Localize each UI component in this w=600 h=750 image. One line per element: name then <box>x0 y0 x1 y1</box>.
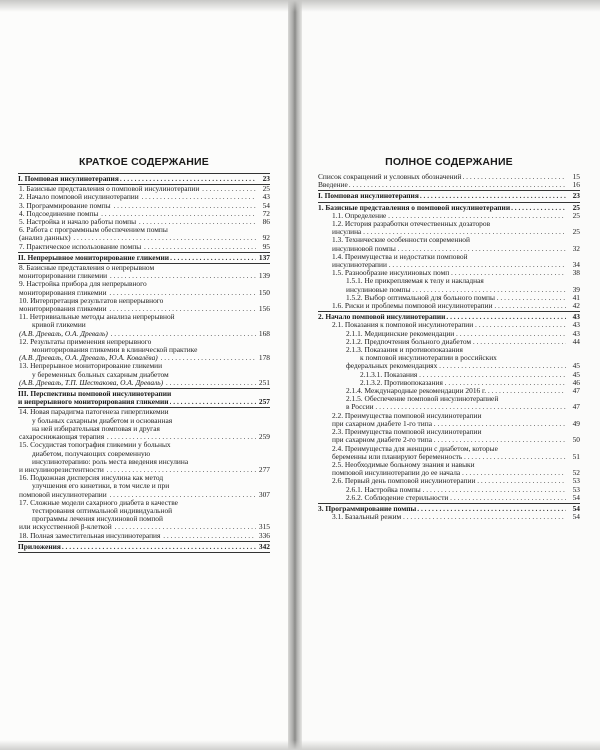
toc-entry-title: Приложения <box>18 541 61 551</box>
page-number: 25 <box>572 210 580 220</box>
leader-dots <box>349 181 566 189</box>
toc-entry-title-end: инсулиновой помпы <box>332 243 396 253</box>
toc-entry <box>318 395 580 411</box>
toc-entry-title-end: помповой инсулинотерапии до ее начала <box>332 468 461 478</box>
toc-entry-title: 18. Полная заместительная инсулинотерапия <box>19 530 161 540</box>
toc-entry-title: 2. Начало помповой инсулинотерапии <box>318 312 446 322</box>
page-number: 342 <box>258 541 270 551</box>
toc-entry-title: 3. Программирование помпы <box>19 200 111 210</box>
toc-entry-title-end: (анализ данных) <box>19 233 71 243</box>
page-number: 137 <box>258 252 270 262</box>
toc-entry-title: I. Помповая инсулинотерапия <box>18 174 119 183</box>
toc-entry-title: II. Непрерывное мониторирование гликемии <box>18 252 170 262</box>
leader-dots <box>449 494 566 502</box>
page-number: 86 <box>262 217 270 227</box>
toc-entry <box>318 181 580 189</box>
page-number: 47 <box>572 386 580 396</box>
leader-dots <box>200 185 256 193</box>
leader-dots <box>170 398 256 406</box>
toc-entry-title: 1.5.1. Не прикрепляемая к телу и накладная <box>346 276 484 286</box>
short-contents <box>18 156 270 553</box>
toc-entry-title: 5. Настройка и начало работы помпы <box>19 217 137 227</box>
toc-entry-title: 1.3. Технические особенности современной <box>332 235 470 245</box>
page-number: 277 <box>258 464 270 474</box>
leader-dots <box>170 254 256 262</box>
toc-entry-title-end: инсулинотерапии <box>332 260 387 270</box>
toc-entry <box>18 408 270 441</box>
short-contents-list <box>18 173 270 553</box>
toc-entry-title: 13. Непрерывное мониторирование гликемии у беременных больных сахарным диабетом <box>19 361 169 379</box>
page-number: 42 <box>572 301 580 311</box>
toc-entry <box>318 253 580 269</box>
toc-entry <box>318 428 580 444</box>
toc-entry <box>18 532 270 540</box>
toc-entry <box>318 346 580 371</box>
full-contents <box>318 156 580 521</box>
toc-entry-title: 2.4. Преимущества для женщин с диабетом, которые <box>332 443 498 453</box>
toc-entry-title-end: при сахарном диабете 1-го типа <box>332 418 432 428</box>
leader-dots <box>474 321 566 329</box>
page-number: 45 <box>572 369 580 379</box>
leader-dots <box>417 505 566 513</box>
page-number: 168 <box>258 328 270 338</box>
leader-dots <box>494 302 566 310</box>
toc-entry-title-end: инсулиновые помпы <box>346 284 411 294</box>
toc-entry-title: 2.1.3.1. Показания <box>360 369 418 379</box>
toc-entry-title-end: или искусственной β-клеткой <box>19 522 112 532</box>
page-number: 53 <box>572 476 580 486</box>
toc-entry <box>18 499 270 532</box>
toc-entry <box>318 220 580 236</box>
page-number: 178 <box>258 353 270 363</box>
toc-entry <box>18 362 270 387</box>
toc-entry-title: 1.5.2. Выбор оптимальной для больного помпы <box>346 292 495 302</box>
toc-entry <box>318 494 580 502</box>
page-number: 54 <box>572 512 580 522</box>
page-number: 43 <box>572 312 580 322</box>
toc-entry-title-end: и инсулинорезистентности <box>19 464 104 474</box>
toc-entry-title: 2.1.1. Медицинские рекомендации <box>346 328 455 338</box>
toc-entry-title: 16. Подкожная дисперсия инсулина как метод улучшения его кинетики, в том числе и при <box>19 473 170 491</box>
toc-entry-title: 9. Настройка прибора для непрерывного <box>19 279 147 289</box>
page-number: 43 <box>572 328 580 338</box>
full-contents-list <box>318 173 580 521</box>
toc-entry-title-end: мониторировании гликемии <box>19 271 108 281</box>
page-number: 54 <box>262 200 270 210</box>
toc-entry <box>18 280 270 296</box>
page-number: 251 <box>258 377 270 387</box>
toc-entry <box>18 338 270 363</box>
toc-entry <box>18 243 270 251</box>
toc-entry <box>318 445 580 461</box>
toc-entry <box>18 541 270 553</box>
leader-dots <box>112 202 256 210</box>
page-number: 25 <box>572 202 580 212</box>
leader-dots <box>420 192 566 200</box>
leader-dots <box>159 354 256 362</box>
toc-entry-title: 2.1.2. Предпочтения больного диабетом <box>346 336 472 346</box>
toc-entry-title: 10. Интерпретация результатов непрерывного <box>19 295 164 305</box>
toc-entry-title-end: федеральных рекомендациях <box>346 361 438 371</box>
leader-dots <box>120 175 256 183</box>
page-number: 34 <box>572 260 580 270</box>
page-number: 47 <box>572 402 580 412</box>
toc-entry-title: 1.2. История разработки отечественных дозаторов <box>332 219 491 229</box>
toc-entry <box>318 190 580 200</box>
toc-entry-title: 2.3. Преимущества помповой инсулинотерапии <box>332 427 482 437</box>
leader-dots <box>402 513 566 521</box>
page-number: 50 <box>572 435 580 445</box>
leader-dots <box>62 543 256 551</box>
page-number: 32 <box>572 243 580 253</box>
leader-dots <box>462 173 566 181</box>
toc-entry-title: 1. Базисные представления о помповой инсулинотерапии <box>19 184 200 194</box>
leader-dots <box>463 453 566 461</box>
page-number: 49 <box>572 418 580 428</box>
page-number: 25 <box>262 184 270 194</box>
toc-entry-title-end: сахароснижающая терапия <box>19 432 105 442</box>
page-number: 23 <box>572 191 580 201</box>
toc-entry-authors: (А.В. Древаль, О.А. Древаль, Ю.А. Ковалёва) <box>19 353 158 363</box>
toc-entry-title-end: помповой инсулинотерапии <box>19 489 107 499</box>
toc-entry-title: Список сокращений и условных обозначений <box>318 172 462 181</box>
page-number: 25 <box>572 227 580 237</box>
toc-entry-title: 1. Базисные представления о помповой инсулинотерапии <box>318 202 511 212</box>
page-number: 52 <box>572 468 580 478</box>
page-number: 38 <box>572 268 580 278</box>
page-number: 41 <box>572 292 580 302</box>
page-number: 307 <box>258 489 270 499</box>
book-gutter <box>288 0 302 750</box>
toc-entry-title-end: и непрерывного мониторирования гликемии <box>18 397 169 407</box>
toc-entry-title-end: беременны или планируют беременность <box>332 451 463 461</box>
leader-dots <box>476 477 566 485</box>
toc-entry <box>18 388 270 408</box>
page-number: 51 <box>572 451 580 461</box>
scan-shadow-bottom <box>0 740 600 750</box>
leader-dots <box>472 338 566 346</box>
toc-entry <box>318 412 580 428</box>
leader-dots <box>496 294 566 302</box>
toc-entry-title: III. Перспективы помповой инсулинотерапии <box>18 389 172 399</box>
page-number: 43 <box>262 192 270 202</box>
toc-entry-title: 2.1. Показания к помповой инсулинотерапии <box>332 320 474 330</box>
toc-entry-title: 1.1. Определение <box>332 210 387 220</box>
toc-entry-title: 3.1. Базальный режим <box>332 512 402 522</box>
toc-entry-title: 6. Работа с программным обеспечением помпы <box>19 225 168 235</box>
short-contents-title: КРАТКОЕ СОДЕРЖАНИЕ <box>79 156 209 168</box>
toc-entry-title: 14. Новая парадигма патогенеза гипергликемии у больных сахарным диабетом и основанная на ней избирательная помповая и другая <box>19 407 173 433</box>
toc-entry <box>18 226 270 242</box>
toc-entry <box>18 297 270 313</box>
leader-dots <box>438 362 566 370</box>
leader-dots <box>455 330 566 338</box>
leader-dots <box>487 387 566 395</box>
toc-entry-title-end: мониторирования гликемии <box>19 287 107 297</box>
leader-dots <box>461 469 566 477</box>
leader-dots <box>140 193 256 201</box>
leader-dots <box>161 532 256 540</box>
leader-dots <box>511 204 566 212</box>
page-number: 336 <box>258 530 270 540</box>
toc-entry-title: 7. Практическое использование помпы <box>19 241 142 251</box>
toc-entry-authors: (А.В. Древаль, Т.П. Шестакова, О.А. Древаль) <box>19 377 164 387</box>
toc-entry-title: 2.6.2. Соблюдение стерильности <box>346 492 449 502</box>
toc-entry-title: 2. Начало помповой инсулинотерапии <box>19 192 139 202</box>
toc-entry-title: 8. Базисные представления о непрерывном <box>19 263 155 273</box>
page-number: 156 <box>258 304 270 314</box>
toc-entry-title: 17. Сложные модели сахарного диабета в качестве тестирования оптимальной индивидуальной программы лечения инсулиновой помпой <box>19 497 178 524</box>
toc-entry-title: 11. Нетривиальные методы анализа непрерывной кривой гликемии <box>19 312 175 330</box>
toc-entry-title: 3. Программирование помпы <box>318 503 417 513</box>
toc-entry <box>18 313 270 338</box>
toc-entry <box>18 474 270 499</box>
full-contents-title: ПОЛНОЕ СОДЕРЖАНИЕ <box>385 156 513 168</box>
page-number: 259 <box>258 432 270 442</box>
leader-dots <box>164 379 256 387</box>
toc-entry-title: 2.1.3.2. Противопоказания <box>360 377 443 387</box>
toc-entry <box>318 513 580 521</box>
toc-entry <box>18 264 270 280</box>
page-number: 139 <box>258 271 270 281</box>
toc-entry-title: I. Помповая инсулинотерапия <box>318 191 419 201</box>
page-number: 72 <box>262 208 270 218</box>
toc-entry-title: Введение <box>318 180 348 190</box>
page-number: 44 <box>572 336 580 346</box>
toc-entry <box>318 302 580 310</box>
page-number: 95 <box>262 241 270 251</box>
toc-entry <box>318 236 580 252</box>
page-number: 16 <box>572 180 580 190</box>
toc-entry <box>318 173 580 181</box>
page-number: 46 <box>572 377 580 387</box>
toc-entry-title-end: при сахарном диабете 2-го типа <box>332 435 432 445</box>
toc-entry-title: 1.5. Разнообразие инсулиновых помп <box>332 268 450 278</box>
toc-entry-title: 2.5. Необходимые больному знания и навыки <box>332 459 475 469</box>
page-number: 54 <box>572 503 580 513</box>
page-number: 23 <box>262 174 270 183</box>
toc-entry-title: 2.6. Первый день помповой инсулинотерапии <box>332 476 476 486</box>
toc-entry-title: 15. Сосудистая топография гликемии у больных диабетом, получающих современную инсулинотерапию: роль места введения инсулина <box>19 440 189 466</box>
toc-entry-title: 2.1.4. Международные рекомендации 2016 г. <box>346 386 487 396</box>
toc-entry <box>318 461 580 477</box>
toc-entry <box>18 441 270 474</box>
toc-entry-title-end: в России <box>346 402 374 412</box>
toc-entry-title: 2.1.5. Обеспечение помповой инсулинотерапией <box>346 394 499 404</box>
toc-entry <box>318 277 580 293</box>
page-number: 15 <box>572 172 580 181</box>
toc-entry-title: 2.1.3. Показания и противопоказания к помповой инсулинотерапии в российских <box>346 345 497 363</box>
page-number: 92 <box>262 233 270 243</box>
toc-entry <box>318 371 580 379</box>
toc-entry-title-end: инсулина <box>332 227 362 237</box>
page-number: 257 <box>258 397 270 407</box>
page-number: 315 <box>258 522 270 532</box>
toc-entry-title: 2.6.1. Настройка помпы <box>346 484 421 494</box>
page-number: 53 <box>572 484 580 494</box>
toc-entry-title: 1.4. Преимущества и недостатки помповой <box>332 251 468 261</box>
scan-shadow-top <box>0 0 600 12</box>
page-number: 39 <box>572 284 580 294</box>
page-number: 54 <box>572 492 580 502</box>
toc-entry-title: 4. Подсоединение помпы <box>19 208 99 218</box>
toc-entry-authors: (А.В. Древаль, О.А. Древаль) <box>19 328 108 338</box>
leader-dots <box>142 243 256 251</box>
toc-entry-title-end: мониторирования гликемии <box>19 304 107 314</box>
page-number: 150 <box>258 287 270 297</box>
page-number: 43 <box>572 320 580 330</box>
toc-entry-title: 2.2. Преимущества помповой инсулинотерапии <box>332 410 482 420</box>
toc-entry-title: 1.6. Риски и проблемы помповой инсулинотерапии <box>332 301 493 311</box>
page-number: 45 <box>572 361 580 371</box>
toc-entry-title: 12. Результаты применения непрерывного мониторирования гликемии в клинической практике <box>19 336 198 355</box>
